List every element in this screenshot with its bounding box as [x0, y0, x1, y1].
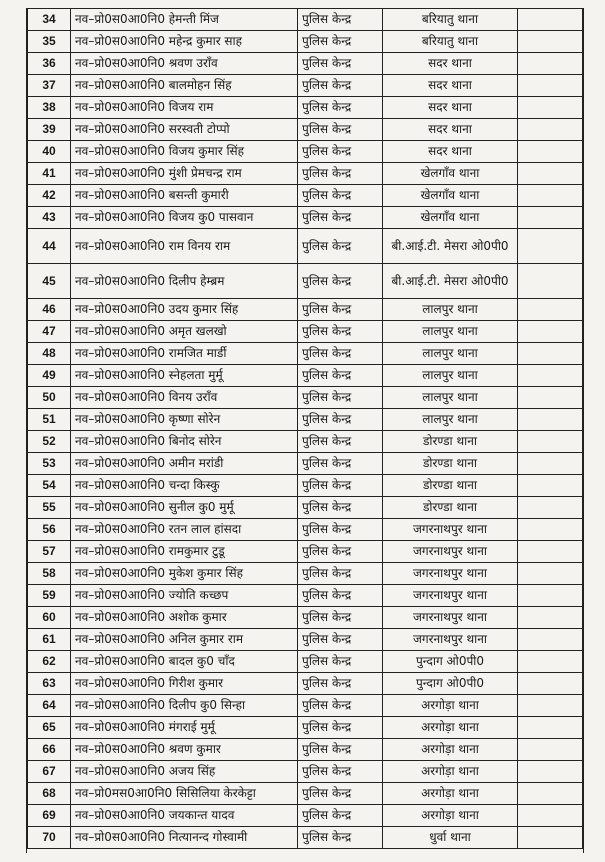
from-posting-cell: पुलिस केन्द्र: [298, 717, 383, 739]
to-posting-cell: डोरण्डा थाना: [383, 431, 518, 453]
from-posting-cell: पुलिस केन्द्र: [298, 264, 383, 299]
remarks-cell: [518, 75, 583, 97]
serial-number-cell: 52: [28, 431, 71, 453]
officer-name-cell: नव–प्रो0स0आ0नि0 बसन्ती कुमारी: [71, 185, 298, 207]
remarks-cell: [518, 299, 583, 321]
from-posting-cell: पुलिस केन्द्र: [298, 519, 383, 541]
from-posting-cell: पुलिस केन्द्र: [298, 321, 383, 343]
remarks-cell: [518, 141, 583, 163]
remarks-cell: [518, 717, 583, 739]
serial-number-cell: 65: [28, 717, 71, 739]
officer-name-cell: नव–प्रो0स0आ0नि0 रतन लाल हांसदा: [71, 519, 298, 541]
from-posting-cell: पुलिस केन्द्र: [298, 431, 383, 453]
to-posting-cell: लालपुर थाना: [383, 321, 518, 343]
officer-name-cell: नव–प्रो0स0आ0नि0 राम विनय राम: [71, 229, 298, 264]
remarks-cell: [518, 497, 583, 519]
remarks-cell: [518, 409, 583, 431]
remarks-cell: [518, 229, 583, 264]
from-posting-cell: पुलिस केन्द्र: [298, 365, 383, 387]
table-row: [28, 264, 583, 299]
from-posting-cell: पुलिस केन्द्र: [298, 141, 383, 163]
to-posting-cell: लालपुर थाना: [383, 343, 518, 365]
table-row: [28, 321, 583, 343]
officer-name-cell: नव–प्रो0स0आ0नि0 विजय कुमार सिंह: [71, 141, 298, 163]
to-posting-cell: बी.आई.टी. मेसरा ओ0पी0: [383, 229, 518, 264]
from-posting-cell: पुलिस केन्द्र: [298, 229, 383, 264]
officer-name-cell: नव–प्रो0स0आ0नि0 रामजित मार्डी: [71, 343, 298, 365]
transfer-list-page: [26, 8, 584, 853]
serial-number-cell: 45: [28, 264, 71, 299]
to-posting-cell: डोरण्डा थाना: [383, 497, 518, 519]
remarks-cell: [518, 119, 583, 141]
table-row: [28, 53, 583, 75]
remarks-cell: [518, 585, 583, 607]
officer-name-cell: नव–प्रो0स0आ0नि0 अमीन मरांडी: [71, 453, 298, 475]
serial-number-cell: 50: [28, 387, 71, 409]
table-row: [28, 805, 583, 827]
to-posting-cell: अरगोड़ा थाना: [383, 717, 518, 739]
officer-name-cell: नव–प्रो0स0आ0नि0 विनय उराँव: [71, 387, 298, 409]
table-row: [28, 343, 583, 365]
to-posting-cell: पुन्दाग ओ0पी0: [383, 673, 518, 695]
table-row: [28, 31, 583, 53]
to-posting-cell: अरगोड़ा थाना: [383, 805, 518, 827]
from-posting-cell: पुलिस केन्द्र: [298, 783, 383, 805]
serial-number-cell: 68: [28, 783, 71, 805]
table-row: [28, 761, 583, 783]
officer-name-cell: नव–प्रो0स0आ0नि0 महेन्द्र कुमार साह: [71, 31, 298, 53]
officer-name-cell: नव–प्रो0स0आ0नि0 नित्यानन्द गोस्वामी: [71, 827, 298, 849]
to-posting-cell: बी.आई.टी. मेसरा ओ0पी0: [383, 264, 518, 299]
remarks-cell: [518, 207, 583, 229]
officer-name-cell: नव–प्रो0स0आ0नि0 सुनील कु0 मुर्मू: [71, 497, 298, 519]
officer-name-cell: नव–प्रो0स0आ0नि0 श्रवण उराँव: [71, 53, 298, 75]
to-posting-cell: जगरनाथपुर थाना: [383, 541, 518, 563]
remarks-cell: [518, 827, 583, 849]
from-posting-cell: पुलिस केन्द्र: [298, 805, 383, 827]
to-posting-cell: पुन्दाग ओ0पी0: [383, 651, 518, 673]
remarks-cell: [518, 629, 583, 651]
serial-number-cell: 35: [28, 31, 71, 53]
table-row: [28, 497, 583, 519]
serial-number-cell: 47: [28, 321, 71, 343]
officer-name-cell: नव–प्रो0स0आ0नि0 ज्योति कच्छप: [71, 585, 298, 607]
table-row: [28, 695, 583, 717]
to-posting-cell: लालपुर थाना: [383, 409, 518, 431]
serial-number-cell: 55: [28, 497, 71, 519]
remarks-cell: [518, 9, 583, 31]
serial-number-cell: 62: [28, 651, 71, 673]
table-row: [28, 541, 583, 563]
remarks-cell: [518, 53, 583, 75]
to-posting-cell: जगरनाथपुर थाना: [383, 629, 518, 651]
transfer-table: [27, 8, 583, 849]
from-posting-cell: पुलिस केन्द्र: [298, 97, 383, 119]
serial-number-cell: 58: [28, 563, 71, 585]
table-row: [28, 563, 583, 585]
officer-name-cell: नव–प्रो0स0आ0नि0 अशोक कुमार: [71, 607, 298, 629]
remarks-cell: [518, 343, 583, 365]
to-posting-cell: जगरनाथपुर थाना: [383, 607, 518, 629]
serial-number-cell: 69: [28, 805, 71, 827]
serial-number-cell: 46: [28, 299, 71, 321]
serial-number-cell: 49: [28, 365, 71, 387]
officer-name-cell: नव–प्रो0स0आ0नि0 मंगराई मुर्मू: [71, 717, 298, 739]
to-posting-cell: जगरनाथपुर थाना: [383, 563, 518, 585]
from-posting-cell: पुलिस केन्द्र: [298, 75, 383, 97]
serial-number-cell: 34: [28, 9, 71, 31]
from-posting-cell: पुलिस केन्द्र: [298, 607, 383, 629]
to-posting-cell: खेलगाँव थाना: [383, 207, 518, 229]
from-posting-cell: पुलिस केन्द्र: [298, 9, 383, 31]
serial-number-cell: 37: [28, 75, 71, 97]
table-row: [28, 97, 583, 119]
to-posting-cell: लालपुर थाना: [383, 299, 518, 321]
table-row: [28, 119, 583, 141]
serial-number-cell: 63: [28, 673, 71, 695]
table-row: [28, 519, 583, 541]
table-row: [28, 783, 583, 805]
serial-number-cell: 59: [28, 585, 71, 607]
officer-name-cell: नव–प्रो0स0आ0नि0 बालमोहन सिंह: [71, 75, 298, 97]
from-posting-cell: पुलिस केन्द्र: [298, 453, 383, 475]
from-posting-cell: पुलिस केन्द्र: [298, 31, 383, 53]
from-posting-cell: पुलिस केन्द्र: [298, 629, 383, 651]
remarks-cell: [518, 163, 583, 185]
to-posting-cell: खेलगाँव थाना: [383, 163, 518, 185]
from-posting-cell: पुलिस केन्द्र: [298, 207, 383, 229]
serial-number-cell: 66: [28, 739, 71, 761]
to-posting-cell: लालपुर थाना: [383, 365, 518, 387]
remarks-cell: [518, 321, 583, 343]
table-row: [28, 207, 583, 229]
from-posting-cell: पुलिस केन्द्र: [298, 651, 383, 673]
remarks-cell: [518, 97, 583, 119]
serial-number-cell: 39: [28, 119, 71, 141]
serial-number-cell: 54: [28, 475, 71, 497]
table-row: [28, 629, 583, 651]
remarks-cell: [518, 365, 583, 387]
table-row: [28, 607, 583, 629]
from-posting-cell: पुलिस केन्द्र: [298, 299, 383, 321]
table-row: [28, 431, 583, 453]
to-posting-cell: सदर थाना: [383, 141, 518, 163]
serial-number-cell: 48: [28, 343, 71, 365]
table-row: [28, 585, 583, 607]
serial-number-cell: 44: [28, 229, 71, 264]
from-posting-cell: पुलिस केन्द्र: [298, 497, 383, 519]
to-posting-cell: अरगोड़ा थाना: [383, 761, 518, 783]
officer-name-cell: नव–प्रो0मस0आ0नि0 सिसिलिया केरकेट्टा: [71, 783, 298, 805]
serial-number-cell: 61: [28, 629, 71, 651]
serial-number-cell: 64: [28, 695, 71, 717]
officer-name-cell: नव–प्रो0स0आ0नि0 दिलीप कु0 सिन्हा: [71, 695, 298, 717]
remarks-cell: [518, 651, 583, 673]
from-posting-cell: पुलिस केन्द्र: [298, 739, 383, 761]
to-posting-cell: डोरण्डा थाना: [383, 453, 518, 475]
remarks-cell: [518, 563, 583, 585]
table-row: [28, 387, 583, 409]
to-posting-cell: सदर थाना: [383, 97, 518, 119]
from-posting-cell: पुलिस केन्द्र: [298, 387, 383, 409]
remarks-cell: [518, 761, 583, 783]
officer-name-cell: नव–प्रो0स0आ0नि0 कृष्णा सोरेन: [71, 409, 298, 431]
officer-name-cell: नव–प्रो0स0आ0नि0 दिलीप हेम्ब्रम: [71, 264, 298, 299]
from-posting-cell: पुलिस केन्द्र: [298, 541, 383, 563]
serial-number-cell: 67: [28, 761, 71, 783]
remarks-cell: [518, 519, 583, 541]
serial-number-cell: 43: [28, 207, 71, 229]
to-posting-cell: अरगोड़ा थाना: [383, 739, 518, 761]
to-posting-cell: सदर थाना: [383, 53, 518, 75]
to-posting-cell: बरियातु थाना: [383, 9, 518, 31]
to-posting-cell: बरियातु थाना: [383, 31, 518, 53]
officer-name-cell: नव–प्रो0स0आ0नि0 श्रवण कुमार: [71, 739, 298, 761]
from-posting-cell: पुलिस केन्द्र: [298, 761, 383, 783]
to-posting-cell: जगरनाथपुर थाना: [383, 519, 518, 541]
officer-name-cell: नव–प्रो0स0आ0नि0 अनिल कुमार राम: [71, 629, 298, 651]
from-posting-cell: पुलिस केन्द्र: [298, 409, 383, 431]
officer-name-cell: नव–प्रो0स0आ0नि0 अजय सिंह: [71, 761, 298, 783]
to-posting-cell: डोरण्डा थाना: [383, 475, 518, 497]
to-posting-cell: धुर्वा थाना: [383, 827, 518, 849]
remarks-cell: [518, 739, 583, 761]
remarks-cell: [518, 453, 583, 475]
table-row: [28, 827, 583, 849]
remarks-cell: [518, 805, 583, 827]
table-row: [28, 229, 583, 264]
remarks-cell: [518, 387, 583, 409]
serial-number-cell: 38: [28, 97, 71, 119]
from-posting-cell: पुलिस केन्द्र: [298, 163, 383, 185]
serial-number-cell: 70: [28, 827, 71, 849]
from-posting-cell: पुलिस केन्द्र: [298, 585, 383, 607]
to-posting-cell: खेलगाँव थाना: [383, 185, 518, 207]
officer-name-cell: नव–प्रो0स0आ0नि0 बादल कु0 चाँद: [71, 651, 298, 673]
to-posting-cell: अरगोड़ा थाना: [383, 695, 518, 717]
officer-name-cell: नव–प्रो0स0आ0नि0 अमृत खलखो: [71, 321, 298, 343]
table-row: [28, 717, 583, 739]
from-posting-cell: पुलिस केन्द्र: [298, 563, 383, 585]
serial-number-cell: 53: [28, 453, 71, 475]
serial-number-cell: 56: [28, 519, 71, 541]
table-row: [28, 163, 583, 185]
from-posting-cell: पुलिस केन्द्र: [298, 827, 383, 849]
remarks-cell: [518, 607, 583, 629]
remarks-cell: [518, 475, 583, 497]
officer-name-cell: नव–प्रो0स0आ0नि0 विजय कु0 पासवान: [71, 207, 298, 229]
remarks-cell: [518, 783, 583, 805]
table-row: [28, 475, 583, 497]
serial-number-cell: 57: [28, 541, 71, 563]
table-row: [28, 673, 583, 695]
table-row: [28, 365, 583, 387]
table-row: [28, 651, 583, 673]
table-row: [28, 9, 583, 31]
officer-name-cell: नव–प्रो0स0आ0नि0 मुकेश कुमार सिंह: [71, 563, 298, 585]
officer-name-cell: नव–प्रो0स0आ0नि0 चन्दा किस्कु: [71, 475, 298, 497]
officer-name-cell: नव–प्रो0स0आ0नि0 विजय राम: [71, 97, 298, 119]
serial-number-cell: 40: [28, 141, 71, 163]
remarks-cell: [518, 31, 583, 53]
transfer-table-body: [28, 9, 583, 849]
to-posting-cell: लालपुर थाना: [383, 387, 518, 409]
serial-number-cell: 36: [28, 53, 71, 75]
from-posting-cell: पुलिस केन्द्र: [298, 185, 383, 207]
remarks-cell: [518, 185, 583, 207]
officer-name-cell: नव–प्रो0स0आ0नि0 स्नेहलता मुर्मू: [71, 365, 298, 387]
table-row: [28, 75, 583, 97]
officer-name-cell: नव–प्रो0स0आ0नि0 उदय कुमार सिंह: [71, 299, 298, 321]
table-row: [28, 739, 583, 761]
to-posting-cell: अरगोड़ा थाना: [383, 783, 518, 805]
serial-number-cell: 41: [28, 163, 71, 185]
to-posting-cell: सदर थाना: [383, 75, 518, 97]
remarks-cell: [518, 541, 583, 563]
table-row: [28, 409, 583, 431]
remarks-cell: [518, 673, 583, 695]
from-posting-cell: पुलिस केन्द्र: [298, 343, 383, 365]
officer-name-cell: नव–प्रो0स0आ0नि0 जयकान्त यादव: [71, 805, 298, 827]
table-row: [28, 185, 583, 207]
table-row: [28, 299, 583, 321]
officer-name-cell: नव–प्रो0स0आ0नि0 हेमन्ती मिंज: [71, 9, 298, 31]
officer-name-cell: नव–प्रो0स0आ0नि0 रामकुमार टुडू: [71, 541, 298, 563]
officer-name-cell: नव–प्रो0स0आ0नि0 बिनोद सोरेन: [71, 431, 298, 453]
remarks-cell: [518, 431, 583, 453]
table-row: [28, 141, 583, 163]
officer-name-cell: नव–प्रो0स0आ0नि0 गिरीश कुमार: [71, 673, 298, 695]
serial-number-cell: 42: [28, 185, 71, 207]
from-posting-cell: पुलिस केन्द्र: [298, 673, 383, 695]
to-posting-cell: जगरनाथपुर थाना: [383, 585, 518, 607]
from-posting-cell: पुलिस केन्द्र: [298, 695, 383, 717]
serial-number-cell: 60: [28, 607, 71, 629]
officer-name-cell: नव–प्रो0स0आ0नि0 मुंशी प्रेमचन्द्र राम: [71, 163, 298, 185]
from-posting-cell: पुलिस केन्द्र: [298, 119, 383, 141]
to-posting-cell: सदर थाना: [383, 119, 518, 141]
remarks-cell: [518, 264, 583, 299]
from-posting-cell: पुलिस केन्द्र: [298, 53, 383, 75]
remarks-cell: [518, 695, 583, 717]
from-posting-cell: पुलिस केन्द्र: [298, 475, 383, 497]
serial-number-cell: 51: [28, 409, 71, 431]
officer-name-cell: नव–प्रो0स0आ0नि0 सरस्वती टोप्पो: [71, 119, 298, 141]
table-row: [28, 453, 583, 475]
